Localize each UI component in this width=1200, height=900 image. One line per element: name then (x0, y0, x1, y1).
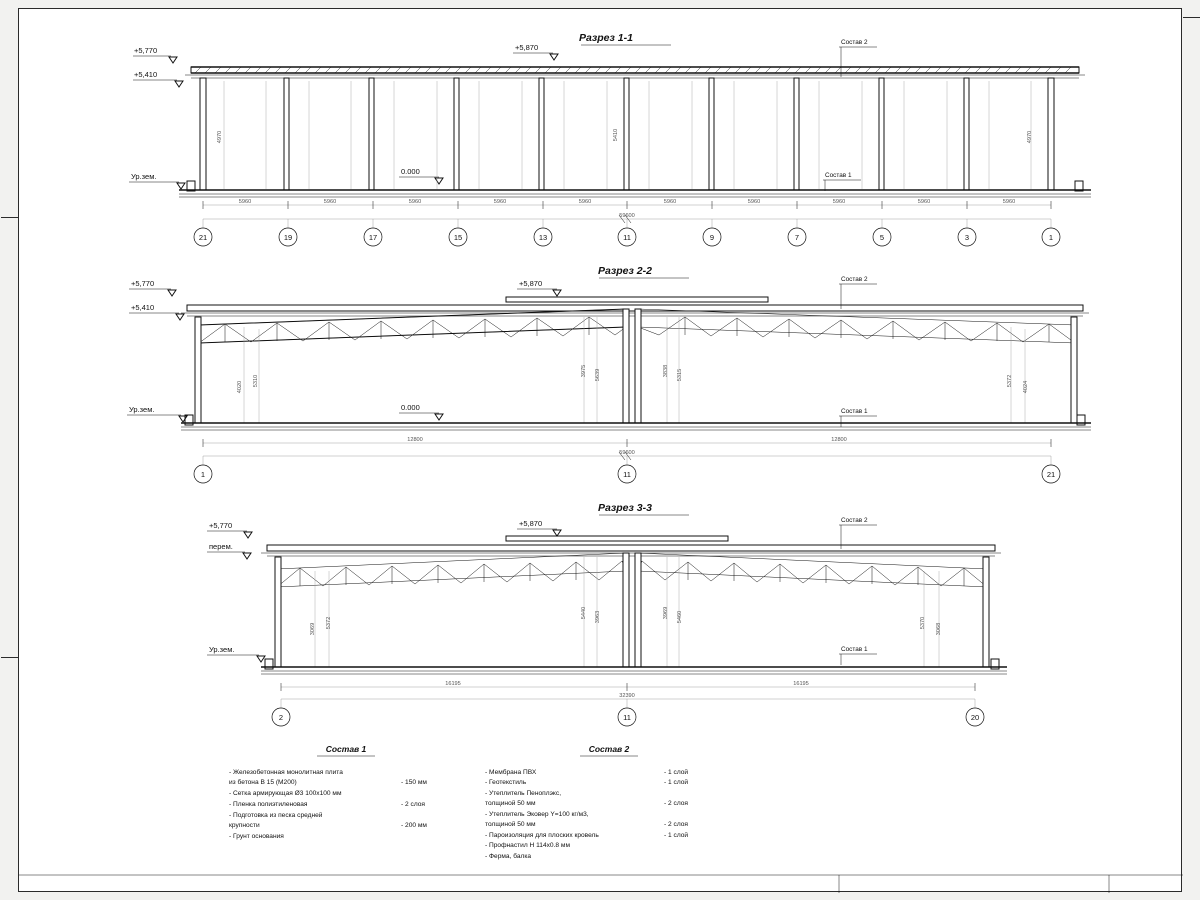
legend-value: - 1 слой (664, 779, 689, 786)
bay-dim: 5960 (323, 199, 337, 205)
composition-tag: Состав 2 (841, 276, 868, 283)
vertical-dim: 5410 (613, 128, 619, 142)
vertical-dim: 4020 (237, 380, 243, 394)
legend-row: - Утеплитель Пеноплэкс, (485, 790, 562, 797)
legend-row: - Железобетонная монолитная плита (229, 769, 343, 776)
axis-bubbles (272, 699, 984, 726)
bay-dim: 5960 (578, 199, 592, 205)
vertical-dim: 4970 (217, 130, 223, 144)
axis-bubbles (194, 456, 1060, 483)
level-label: +5,870 (519, 279, 543, 288)
section-1-1 (129, 32, 1091, 246)
bay-dim: 12800 (831, 437, 847, 443)
section-3-3 (207, 502, 1007, 726)
legend-value: - 2 слоя (401, 801, 425, 808)
vertical-dim: 4970 (1027, 130, 1033, 144)
axis-label: 13 (538, 233, 548, 242)
composition-tag: Состав 2 (841, 39, 868, 46)
axis-label: 17 (368, 233, 378, 242)
legend-row: толщиной 50 мм (485, 821, 536, 828)
composition-tag: Состав 1 (841, 646, 868, 653)
axis-label: 11 (623, 233, 631, 242)
vertical-dim: 5372 (1007, 374, 1013, 388)
section-title: Разрез 2-2 (598, 265, 652, 277)
legend-row: из бетона В 15 (М200) (229, 779, 297, 786)
bay-dim: 16195 (793, 681, 809, 687)
margin-mark-left-top (1, 217, 19, 218)
sections-drawing (19, 9, 1183, 893)
axis-label: 11 (623, 713, 631, 722)
vertical-dim: 3069 (310, 622, 316, 636)
axis-label: 1 (1048, 233, 1054, 242)
vertical-dim: 3068 (936, 622, 942, 636)
axis-label: 7 (794, 233, 800, 242)
axis-label: 15 (453, 233, 463, 242)
bay-dim: 5960 (408, 199, 422, 205)
legend-row: - Утеплитель Эковер Y=100 кг/м3, (485, 811, 589, 818)
bay-dim: 12800 (407, 437, 423, 443)
vertical-dim: 5440 (581, 606, 587, 620)
truss-web-left (199, 317, 626, 343)
margin-mark-right-top (1183, 17, 1200, 18)
bay-dim: 5960 (493, 199, 507, 205)
axis-label: 2 (278, 713, 284, 722)
level-label: перем. (209, 542, 233, 551)
legend-row: - Профнастил Н 114х0.8 мм (485, 842, 570, 849)
level-label: +5,770 (209, 521, 233, 530)
level-label: 0.000 (401, 403, 420, 412)
axis-label: 9 (709, 233, 715, 242)
legend-row: толщиной 50 мм (485, 800, 536, 807)
bay-dim: 5960 (238, 199, 252, 205)
composition-tag: Состав 2 (841, 517, 868, 524)
bay-dim: 5960 (747, 199, 761, 205)
legend-row: - Пароизоляция для плоских кровель (485, 832, 599, 839)
legend-row: - Сетка армирующая Ø3 100х100 мм (229, 790, 342, 797)
total-dim: 59600 (619, 450, 635, 456)
truss-web-right (638, 317, 1075, 343)
bay-dim: 5960 (832, 199, 846, 205)
legend-row: - Пленка полиэтиленовая (229, 801, 308, 808)
vertical-dim: 4024 (1023, 380, 1029, 394)
legend-row: - Ферма, балка (485, 853, 532, 860)
legend-title: Состав 2 (588, 744, 630, 754)
legend-value: - 2 слоя (664, 800, 688, 807)
level-label: Ур.зем. (129, 405, 155, 414)
legend-value: - 1 слой (664, 832, 689, 839)
axis-label: 20 (970, 713, 980, 722)
section-title: Разрез 1-1 (579, 32, 633, 44)
vertical-dim: 3969 (663, 606, 669, 620)
legend-value: - 2 слоя (664, 821, 688, 828)
legend-row: - Подготовка из песка средней (229, 812, 323, 819)
level-label: 0.000 (401, 167, 420, 176)
vertical-dim: 3838 (663, 364, 669, 378)
legend-row: - Геотекстиль (485, 779, 527, 786)
axis-label: 21 (198, 233, 208, 242)
level-label: +5,770 (131, 279, 155, 288)
vertical-dim: 3975 (581, 364, 587, 378)
legend-1 (229, 744, 427, 840)
section-2-2 (127, 265, 1091, 483)
truss-web-left-3 (277, 561, 626, 587)
legend-row: - Мембрана ПВХ (485, 769, 537, 776)
legend-value: - 150 мм (401, 779, 427, 786)
composition-tag: Состав 1 (825, 172, 852, 179)
legend-row: крупности (229, 822, 260, 829)
bay-dim: 5960 (663, 199, 677, 205)
legend-value: - 1 слой (664, 769, 689, 776)
level-label: +5,870 (515, 43, 539, 52)
vertical-dim: 3963 (595, 610, 601, 624)
vertical-dim: 5370 (920, 616, 926, 630)
vertical-dim: 5315 (677, 368, 683, 382)
level-label: +5,410 (134, 70, 158, 79)
axis-label: 11 (623, 470, 631, 479)
section-title: Разрез 3-3 (598, 502, 652, 514)
legend-value: - 200 мм (401, 822, 427, 829)
legend-row: - Грунт основания (229, 833, 284, 840)
total-dim: 59600 (619, 213, 635, 219)
level-label: +5,870 (519, 519, 543, 528)
composition-tag: Состав 1 (841, 408, 868, 415)
axis-label: 21 (1046, 470, 1056, 479)
bay-dim: 5960 (917, 199, 931, 205)
axis-label: 19 (283, 233, 293, 242)
drawing-sheet (18, 8, 1182, 892)
bay-dim: 16195 (445, 681, 461, 687)
bay-dim: 5960 (1002, 199, 1016, 205)
legend-title: Состав 1 (325, 744, 367, 754)
axis-bubbles (194, 219, 1060, 246)
axis-label: 5 (879, 233, 885, 242)
level-label: +5,410 (131, 303, 155, 312)
vertical-dim: 5639 (595, 368, 601, 382)
level-label: Ур.зем. (209, 645, 235, 654)
margin-mark-left-bottom (1, 657, 19, 658)
truss-web-right-3 (638, 561, 987, 587)
vertical-dim: 5372 (326, 616, 332, 630)
axis-label: 1 (200, 470, 206, 479)
axis-label: 3 (964, 233, 970, 242)
vertical-dim: 5460 (677, 610, 683, 624)
level-label: Ур.зем. (131, 172, 157, 181)
legend-2 (485, 744, 688, 860)
vertical-dim: 5310 (253, 374, 259, 388)
level-label: +5,770 (134, 46, 158, 55)
total-dim: 32390 (619, 693, 635, 699)
